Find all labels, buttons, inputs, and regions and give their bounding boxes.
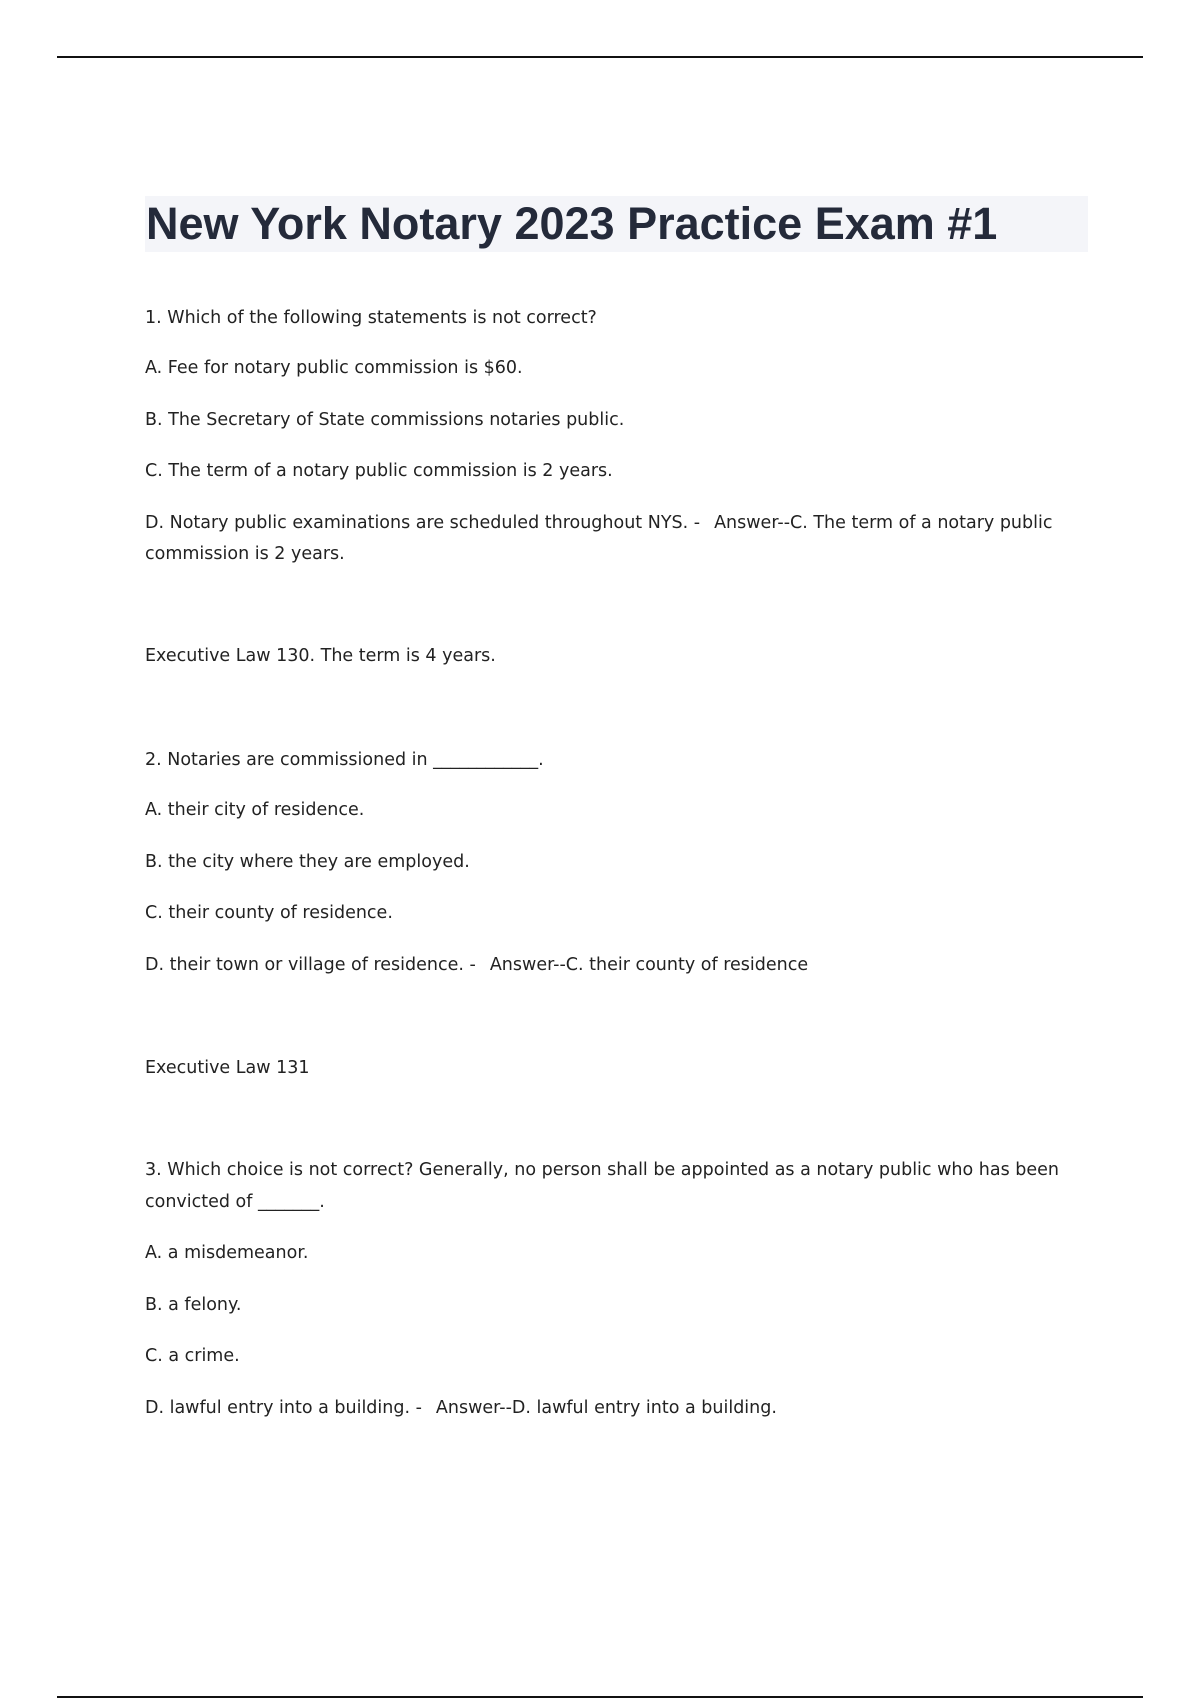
- question-1-option-d-with-answer: [145, 508, 1052, 539]
- question-3-text-continued: convicted of _______.: [145, 1192, 325, 1212]
- question-1-answer: Answer--C. The term of a notary public: [714, 513, 1053, 533]
- top-rule: [57, 56, 1143, 58]
- question-3-option-b: B. a felony.: [145, 1295, 242, 1315]
- question-3-option-c: C. a crime.: [145, 1346, 240, 1366]
- question-2-option-c: C. their county of residence.: [145, 903, 393, 923]
- question-3-option-d-with-answer: [145, 1393, 777, 1424]
- question-1-option-b: B. The Secretary of State commissions notaries public.: [145, 410, 625, 430]
- question-3-option-a: A. a misdemeanor.: [145, 1243, 309, 1263]
- question-1-text: 1. Which of the following statements is not correct?: [145, 308, 597, 328]
- document-title: New York Notary 2023 Practice Exam #1: [146, 198, 998, 249]
- question-3-option-d: D. lawful entry into a building. -: [145, 1398, 422, 1418]
- question-2-option-a: A. their city of residence.: [145, 800, 365, 820]
- question-3-text: 3. Which choice is not correct? Generally, no person shall be appointed as a notary public who has been: [145, 1160, 1059, 1180]
- question-2-answer: Answer--C. their county of residence: [489, 955, 809, 975]
- question-1-option-d: D. Notary public examinations are scheduled throughout NYS. -: [145, 513, 701, 533]
- question-1-answer-continued: commission is 2 years.: [145, 544, 345, 564]
- question-3-answer: Answer--D. lawful entry into a building.: [435, 1398, 777, 1418]
- question-1-reference: Executive Law 130. The term is 4 years.: [145, 646, 496, 666]
- question-2-option-d: D. their town or village of residence. -: [145, 955, 476, 975]
- question-1-option-a: A. Fee for notary public commission is $60.: [145, 358, 523, 378]
- question-1-option-c: C. The term of a notary public commission is 2 years.: [145, 461, 613, 481]
- bottom-rule: [57, 1696, 1143, 1698]
- question-2-option-d-with-answer: [145, 950, 808, 981]
- question-2-option-b: B. the city where they are employed.: [145, 852, 470, 872]
- question-2-text: 2. Notaries are commissioned in ____________.: [145, 750, 544, 770]
- question-2-reference: Executive Law 131: [145, 1058, 310, 1078]
